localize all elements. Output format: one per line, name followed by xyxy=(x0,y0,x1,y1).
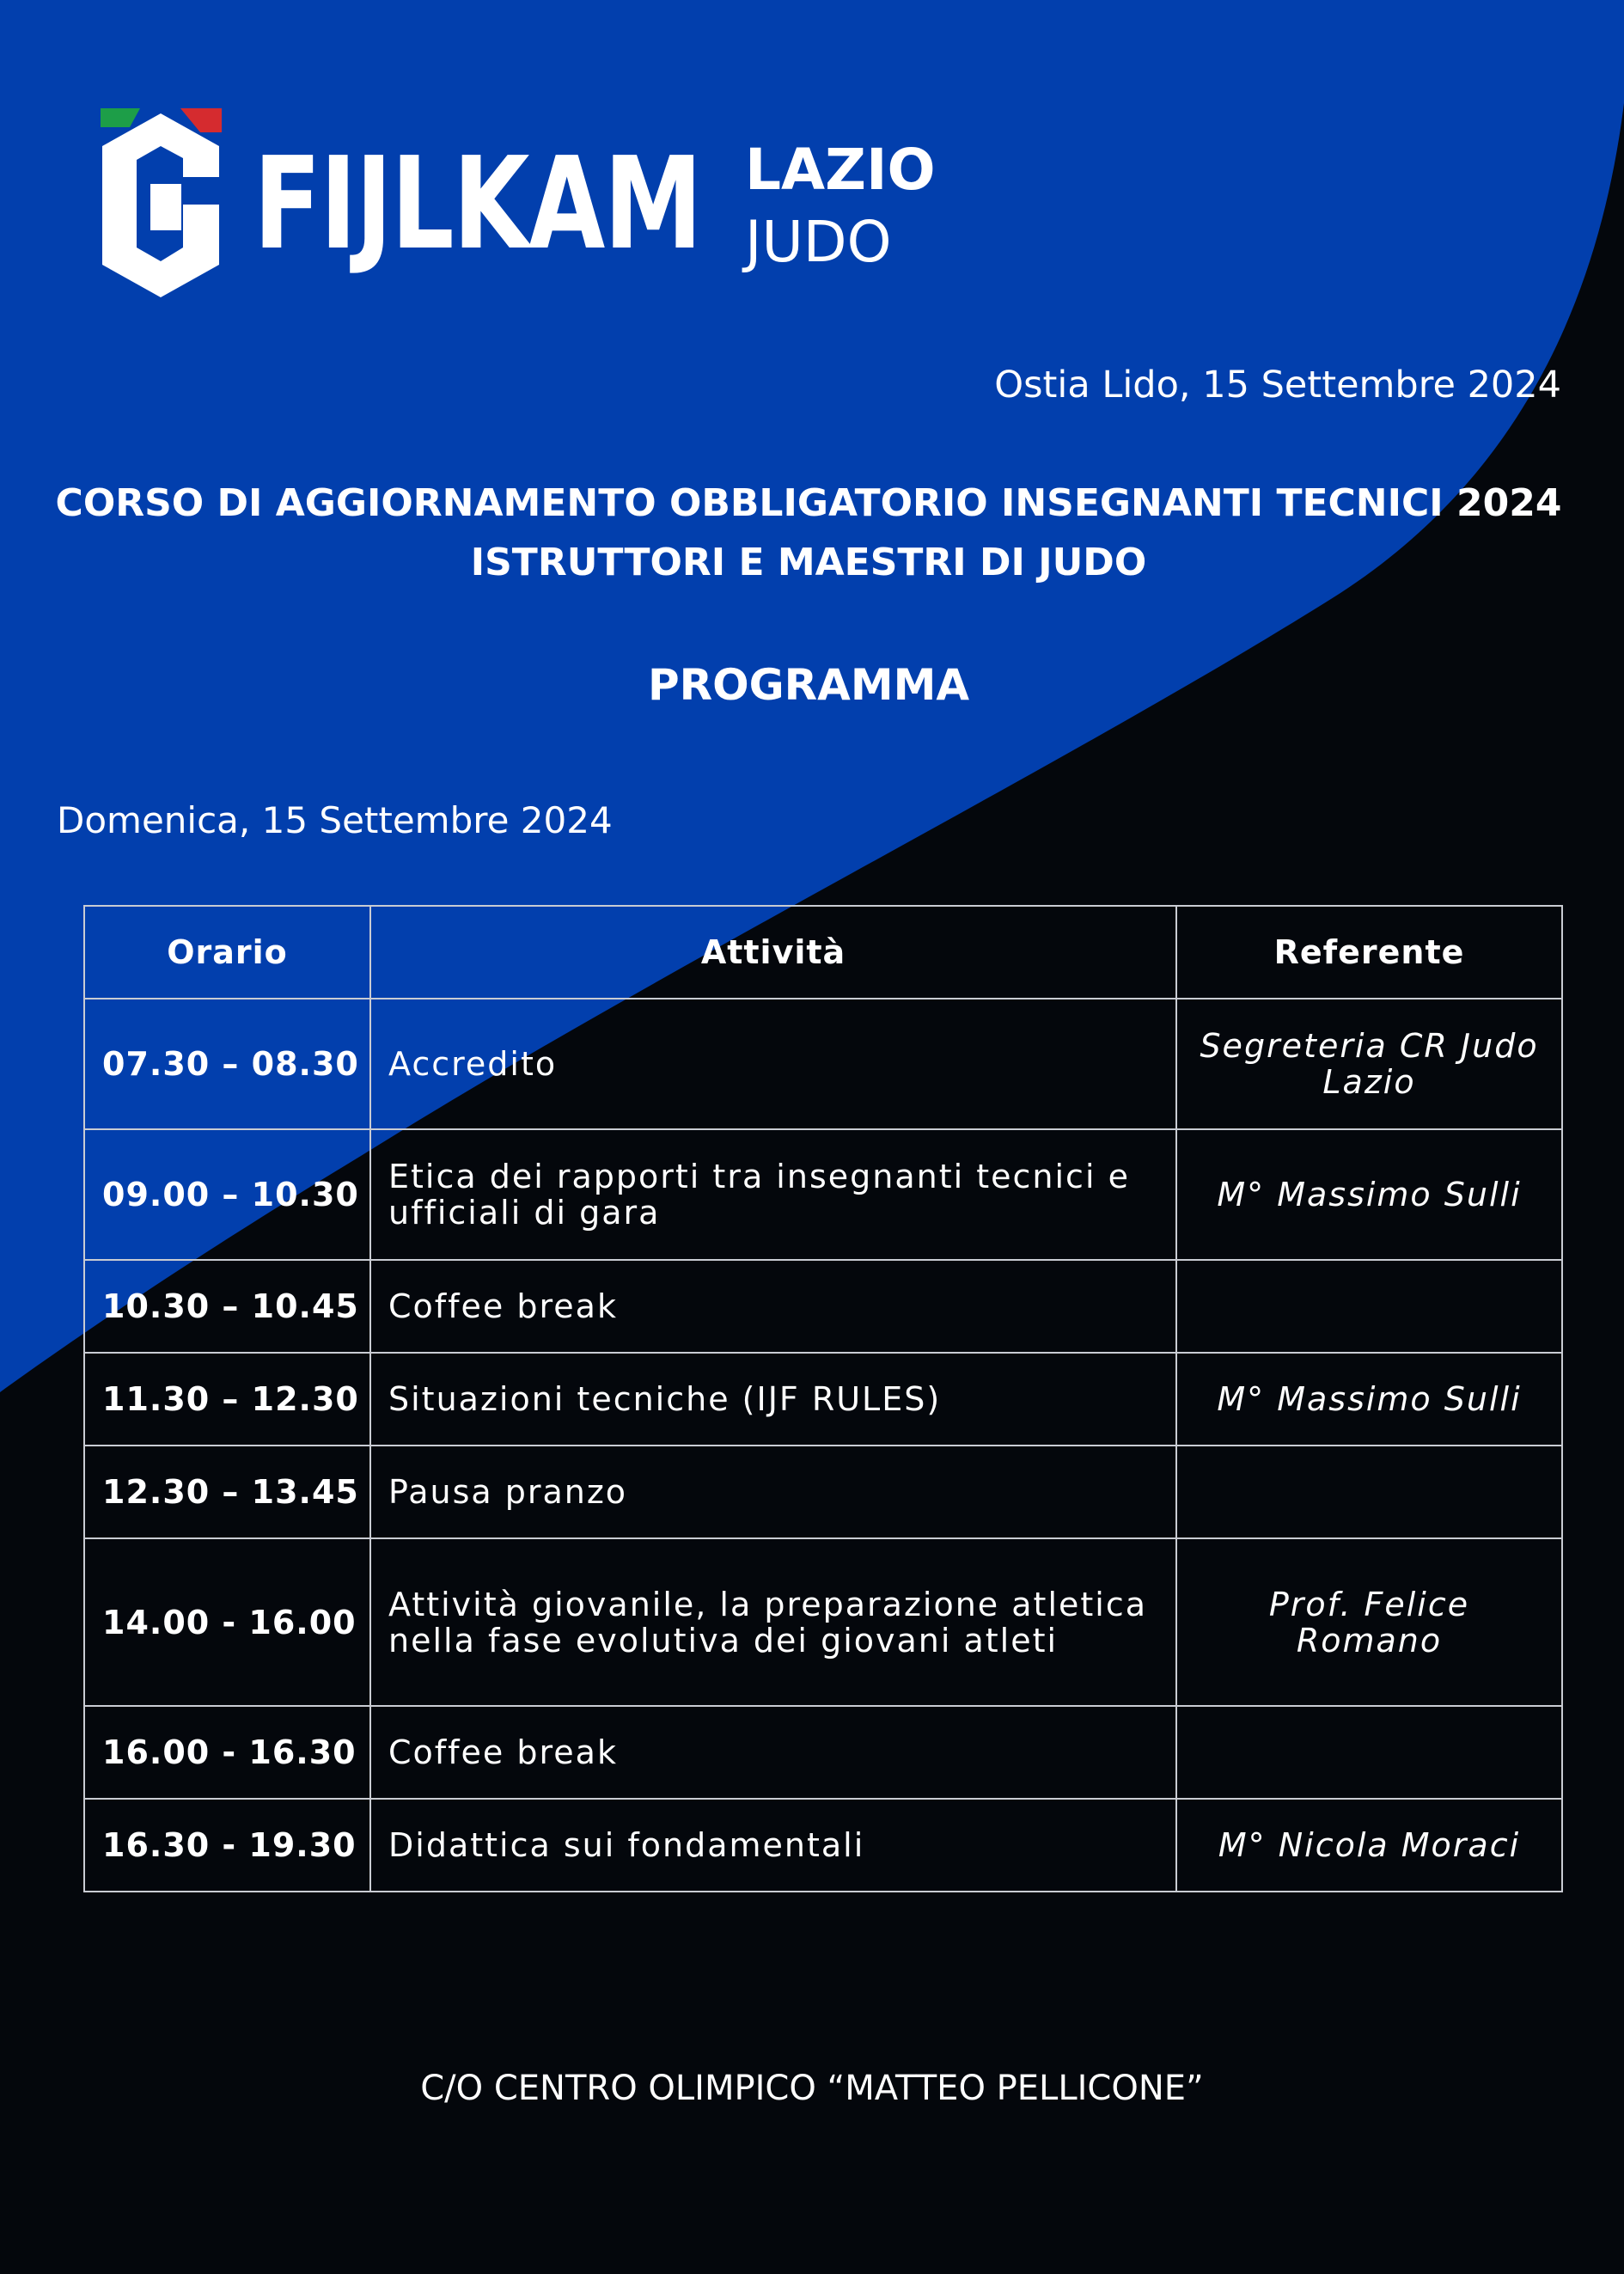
row-activity: Etica dei rapporti tra insegnanti tecnici e ufficiali di gara xyxy=(370,1129,1176,1260)
programma-heading: PROGRAMMA xyxy=(647,660,970,710)
row-referent xyxy=(1176,1446,1562,1538)
place-date: Ostia Lido, 15 Settembre 2024 xyxy=(994,364,1561,407)
course-title-line-2: ISTRUTTORI E MAESTRI DI JUDO xyxy=(470,541,1147,584)
row-referent: M° Massimo Sulli xyxy=(1176,1353,1562,1446)
column-header-time: Orario xyxy=(84,906,370,999)
row-activity: Accredito xyxy=(370,999,1176,1129)
table-row xyxy=(84,1446,1562,1538)
row-referent: Segreteria CR Judo Lazio xyxy=(1176,999,1562,1129)
table-row xyxy=(84,1538,1562,1706)
table-row xyxy=(84,1706,1562,1799)
day-label: Domenica, 15 Settembre 2024 xyxy=(57,799,613,841)
row-time: 11.30 – 12.30 xyxy=(84,1353,370,1446)
row-activity: Pausa pranzo xyxy=(370,1446,1176,1538)
row-time: 14.00 - 16.00 xyxy=(84,1538,370,1706)
row-time: 07.30 – 08.30 xyxy=(84,999,370,1129)
fijlkam-emblem-icon xyxy=(99,101,223,308)
logo-wordmark: FIJLKAM xyxy=(253,130,702,278)
course-title-line-1: CORSO DI AGGIORNAMENTO OBBLIGATORIO INSEGNANTI TECNICI 2024 xyxy=(55,481,1562,525)
table-row xyxy=(84,999,1562,1129)
row-referent xyxy=(1176,1260,1562,1353)
row-time: 16.30 - 19.30 xyxy=(84,1799,370,1892)
row-activity: Coffee break xyxy=(370,1260,1176,1353)
table-row xyxy=(84,1260,1562,1353)
fijlkam-logo xyxy=(99,101,936,308)
row-referent: Prof. Felice Romano xyxy=(1176,1538,1562,1706)
row-referent xyxy=(1176,1706,1562,1799)
row-referent: M° Massimo Sulli xyxy=(1176,1129,1562,1260)
column-header-referent: Referente xyxy=(1176,906,1562,999)
table-row xyxy=(84,1799,1562,1892)
row-time: 10.30 – 10.45 xyxy=(84,1260,370,1353)
table-row xyxy=(84,1353,1562,1446)
table-header-row xyxy=(84,906,1562,999)
column-header-activity: Attività xyxy=(370,906,1176,999)
row-activity: Situazioni tecniche (IJF RULES) xyxy=(370,1353,1176,1446)
venue-label: C/O CENTRO OLIMPICO “MATTEO PELLICONE” xyxy=(420,2069,1204,2108)
schedule-table xyxy=(83,905,1563,1892)
logo-sport: JUDO xyxy=(745,209,892,275)
row-time: 16.00 - 16.30 xyxy=(84,1706,370,1799)
table-row xyxy=(84,1129,1562,1260)
row-time: 12.30 – 13.45 xyxy=(84,1446,370,1538)
row-activity: Coffee break xyxy=(370,1706,1176,1799)
row-activity: Didattica sui fondamentali xyxy=(370,1799,1176,1892)
row-activity: Attività giovanile, la preparazione atletica nella fase evolutiva dei giovani atleti xyxy=(370,1538,1176,1706)
row-referent: M° Nicola Moraci xyxy=(1176,1799,1562,1892)
row-time: 09.00 – 10.30 xyxy=(84,1129,370,1260)
logo-region: LAZIO xyxy=(745,137,936,203)
